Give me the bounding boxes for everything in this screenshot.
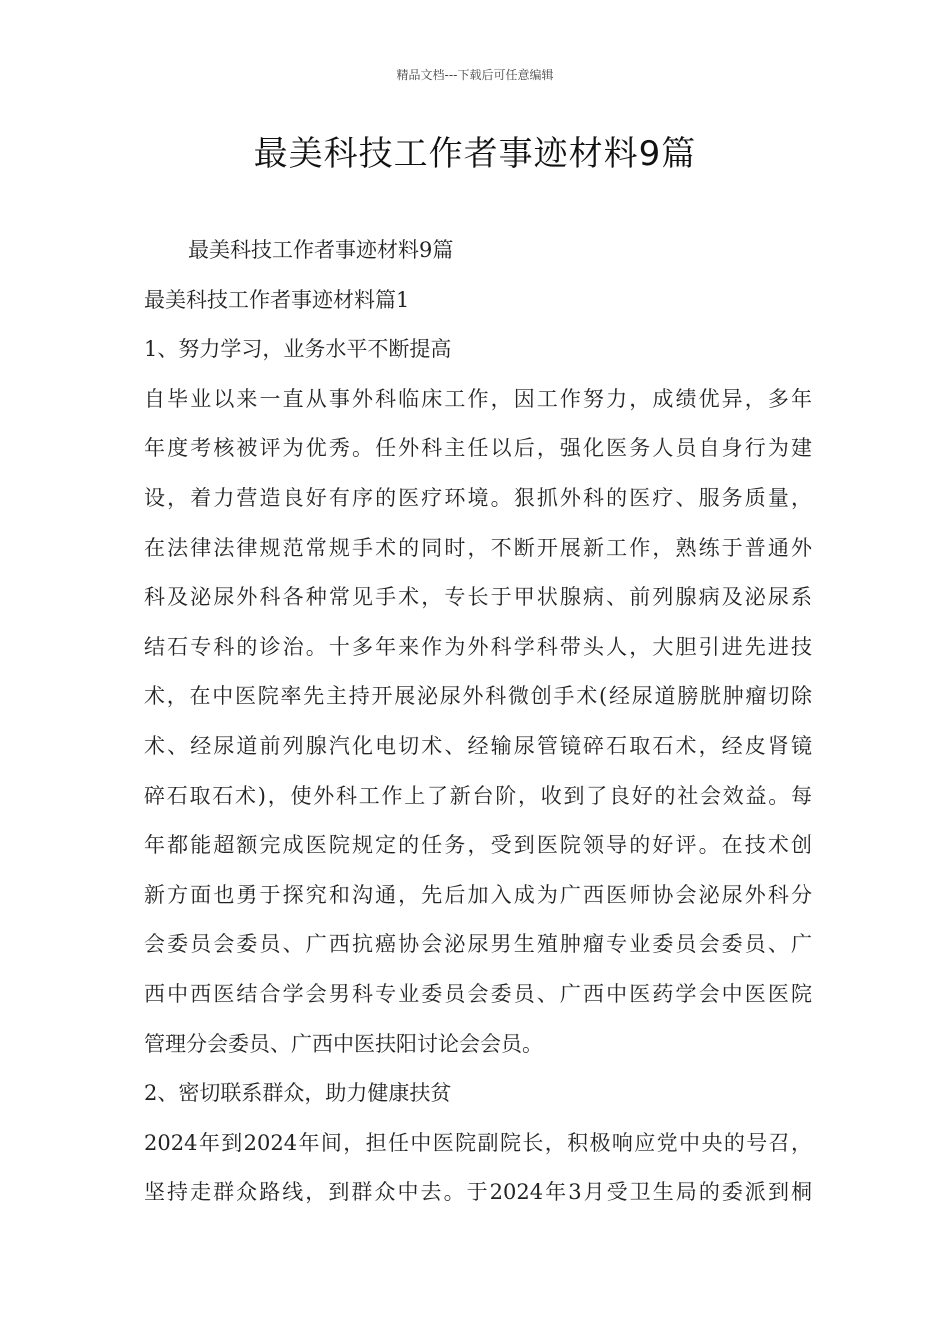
body-line: 会委员会委员、广西抗癌协会泌尿男生殖肿瘤专业委员会委员、广: [144, 932, 812, 957]
subsection-heading: 2、密切联系群众，助力健康扶贫: [144, 1081, 452, 1106]
body-line: 设，着力营造良好有序的医疗环境。狠抓外科的医疗、服务质量，: [144, 485, 812, 510]
body-line: 坚持走群众路线，到群众中去。于2024年3月受卫生局的委派到桐: [144, 1180, 812, 1205]
body-line: 术，在中医院率先主持开展泌尿外科微创手术(经尿道膀胱肿瘤切除: [144, 684, 812, 709]
body-line: 碎石取石术)，使外科工作上了新台阶，收到了良好的社会效益。每: [144, 783, 812, 808]
body-line: 西中西医结合学会男科专业委员会委员、广西中医药学会中医医院: [144, 981, 812, 1006]
section-heading: 最美科技工作者事迹材料篇1: [144, 287, 410, 312]
body-line: 年都能超额完成医院规定的任务，受到医院领导的好评。在技术创: [144, 833, 812, 858]
body-line: 2024年到2024年间，担任中医院副院长，积极响应党中央的号召，: [144, 1130, 812, 1155]
body-line: 管理分会委员、广西中医扶阳讨论会会员。: [144, 1031, 543, 1056]
body-line: 在法律法律规范常规手术的同时，不断开展新工作，熟练于普通外: [144, 535, 812, 560]
document-body: [144, 232, 812, 1224]
body-line: 新方面也勇于探究和沟通，先后加入成为广西医师协会泌尿外科分: [144, 882, 812, 907]
body-line-subtitle: 最美科技工作者事迹材料9篇: [188, 238, 454, 262]
body-line: 年度考核被评为优秀。任外科主任以后，强化医务人员自身行为建: [144, 436, 812, 461]
page-header-note: 精品文档---下载后可任意编辑: [396, 68, 554, 82]
body-line: 术、经尿道前列腺汽化电切术、经输尿管镜碎石取石术，经皮肾镜: [144, 733, 812, 758]
body-line: 结石专科的诊治。十多年来作为外科学科带头人，大胆引进先进技: [144, 634, 812, 659]
body-line: 自毕业以来一直从事外科临床工作，因工作努力，成绩优异，多年: [144, 386, 812, 411]
subsection-heading: 1、努力学习，业务水平不断提高: [144, 337, 452, 362]
body-line: 科及泌尿外科各种常见手术，专长于甲状腺病、前列腺病及泌尿系: [144, 585, 812, 610]
document-title: 最美科技工作者事迹材料9篇: [253, 134, 697, 174]
